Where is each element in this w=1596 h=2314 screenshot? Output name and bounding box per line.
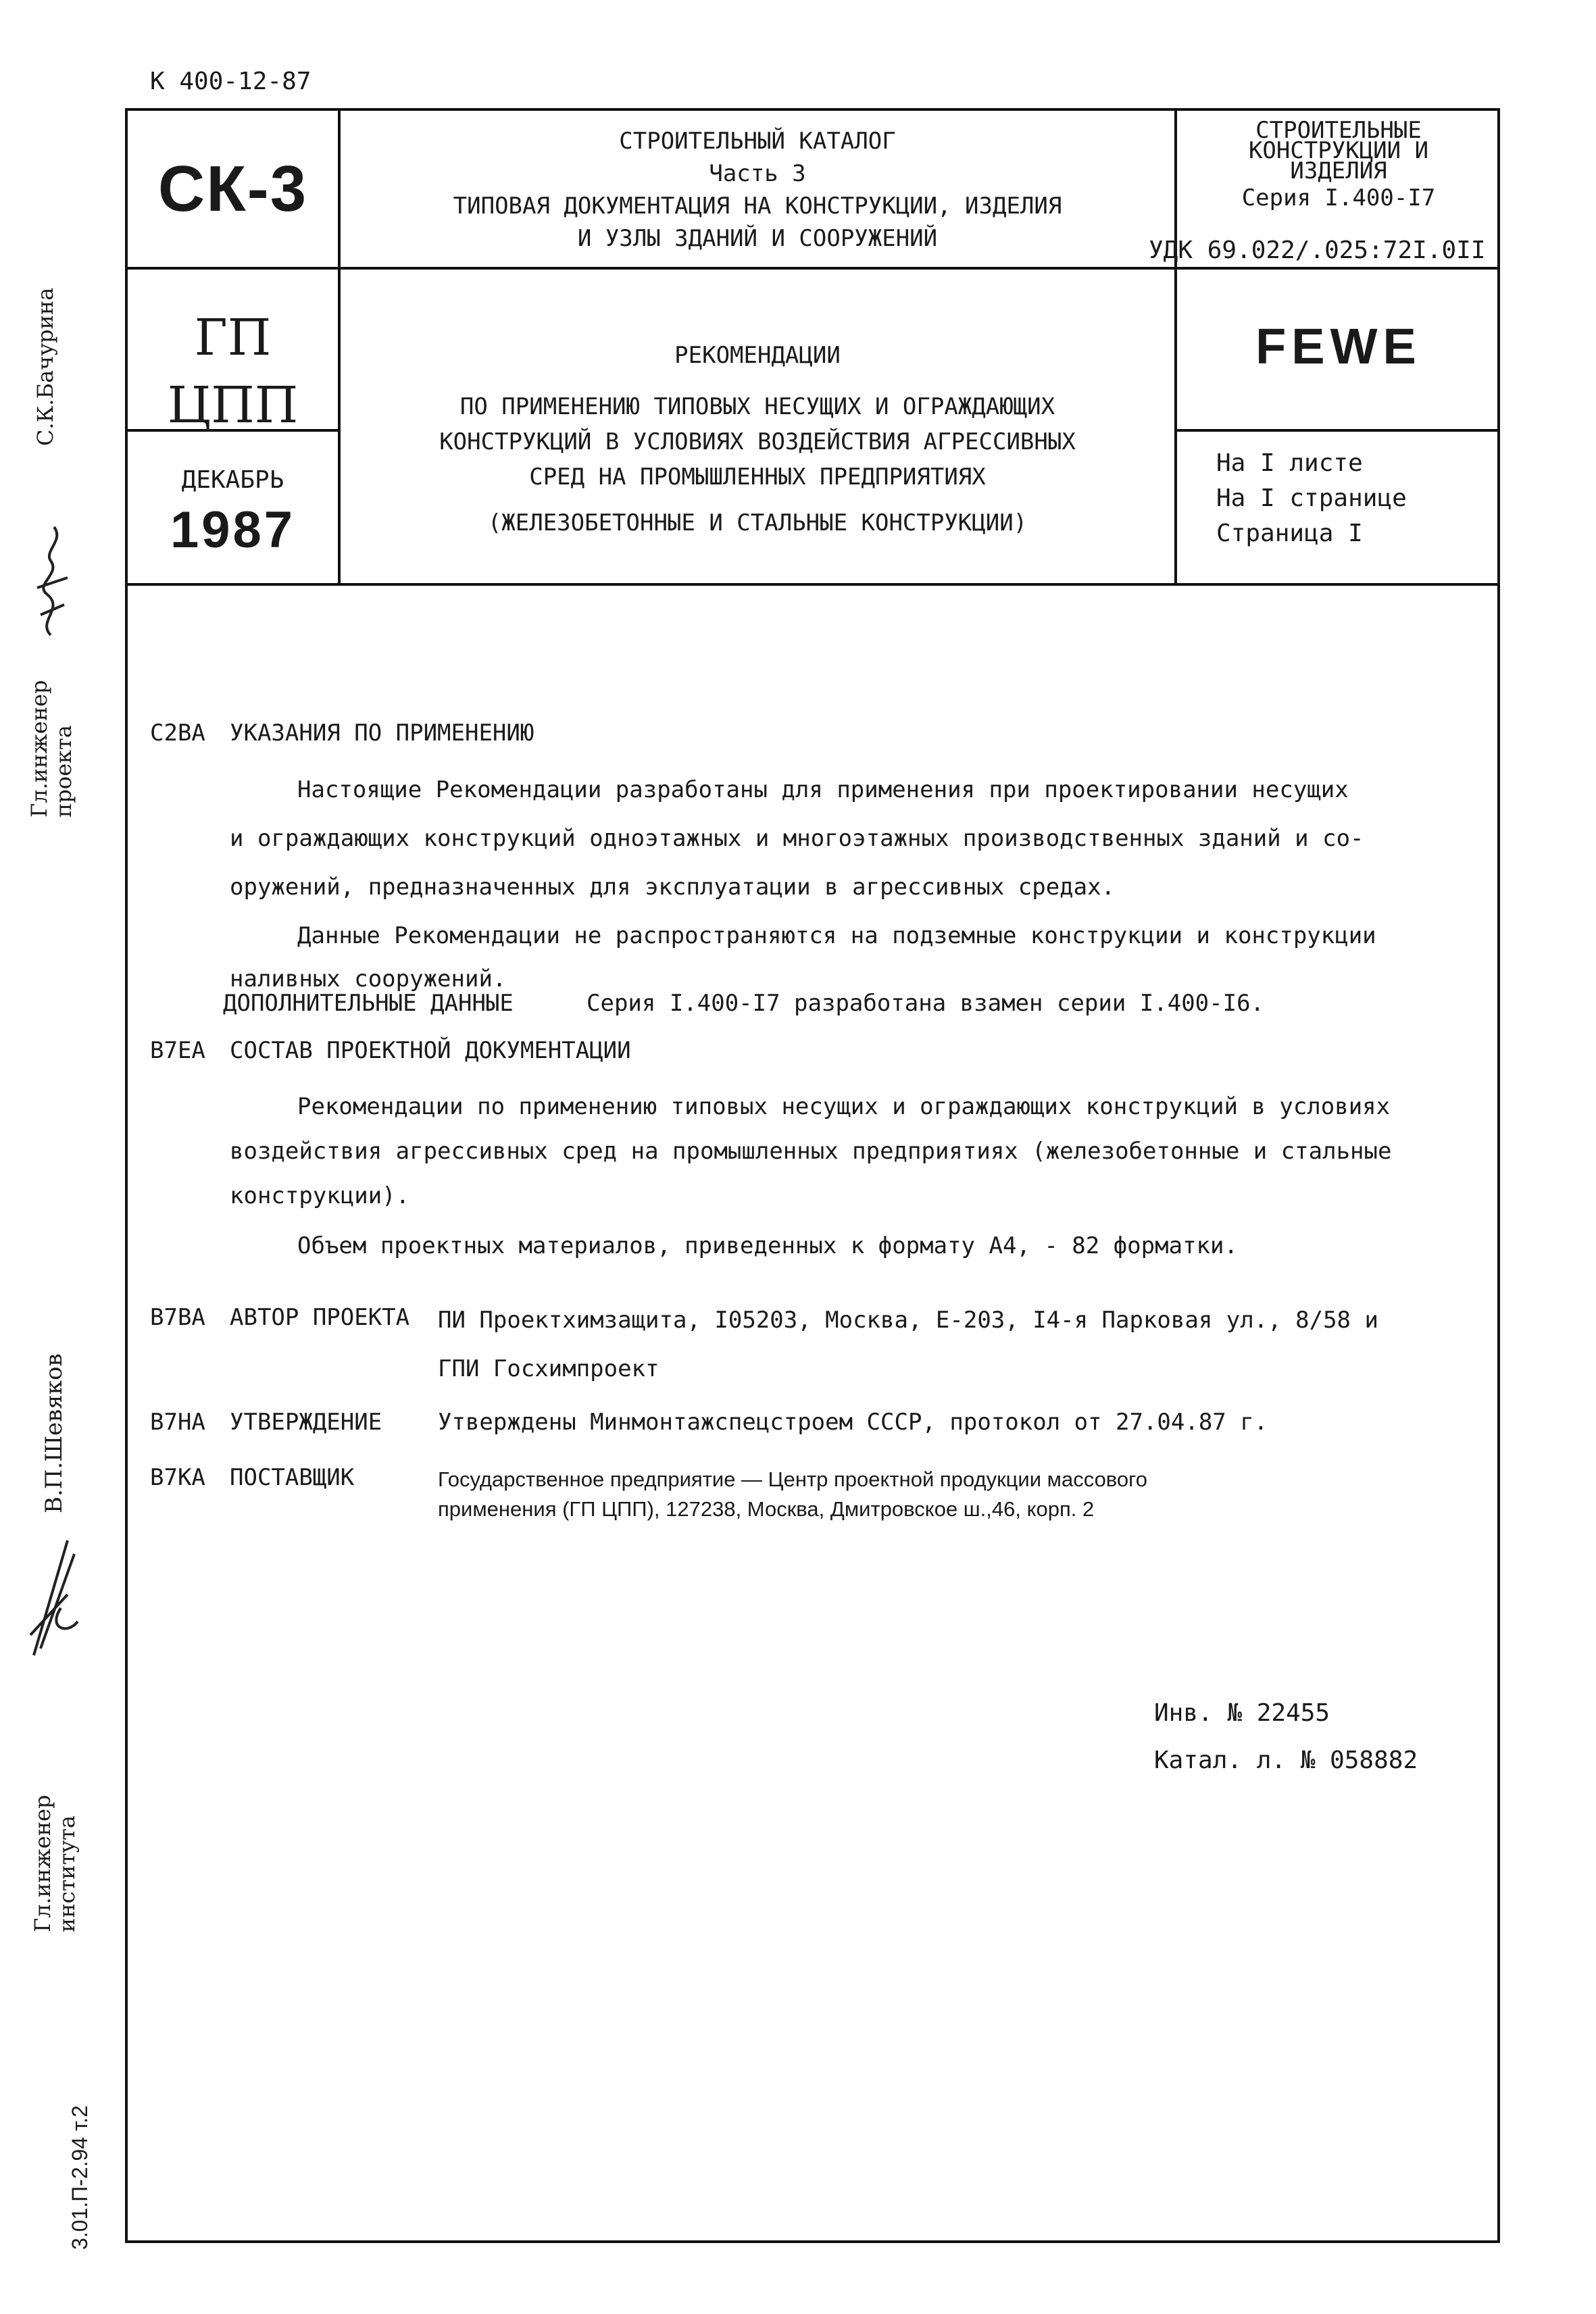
signer-role-2	[30, 1795, 79, 1932]
page-number: Страница I	[1216, 520, 1363, 547]
header-row-divider-2b	[1174, 429, 1500, 432]
signer-role-1	[27, 680, 76, 818]
org-line-1: ГП	[194, 309, 272, 367]
signer-role-1-line-1: Гл.инженер	[26, 680, 52, 818]
section-2-code: В7ЕА	[150, 1037, 205, 1064]
section-3-line-1: ПИ Проектхимзащита, I05203, Москва, Е-203, I4-я Парковая ул., 8/58 и	[438, 1307, 1378, 1334]
signer-role-1-line-2: проекта	[51, 725, 76, 818]
date-block	[128, 466, 338, 559]
section-2-title: СОСТАВ ПРОЕКТНОЙ ДОКУМЕНТАЦИИ	[230, 1037, 631, 1064]
date-year: 1987	[170, 501, 296, 559]
catalog-sheet-number: Катал. л. № 058882	[1154, 1746, 1418, 1774]
signature-2-mark	[20, 1527, 81, 1662]
section-1-line-3: оружений, предназначенных для эксплуатации в агрессивных средах.	[230, 874, 1116, 901]
date-month: ДЕКАБРЬ	[181, 466, 284, 494]
section-3-title: АВТОР ПРОЕКТА	[230, 1304, 410, 1331]
document-title	[341, 338, 1174, 540]
catalog-line-1: СТРОИТЕЛЬНЫЙ КАТАЛОГ	[619, 128, 896, 155]
section-3-text	[438, 1296, 1378, 1393]
series-number: Серия I.400-I7	[1241, 184, 1436, 211]
section-1-line-2: и ограждающих конструкций одноэтажных и многоэтажных производственных зданий и со-	[230, 825, 1364, 852]
section-1-text	[230, 765, 1460, 998]
title-line-4: СРЕД НА ПРОМЫШЛЕННЫХ ПРЕДПРИЯТИЯХ	[529, 463, 986, 491]
header-bottom-divider	[125, 583, 1500, 586]
title-line-1: РЕКОМЕНДАЦИИ	[674, 342, 841, 369]
category-header	[1177, 117, 1500, 211]
catalog-logo: СК-3	[157, 153, 308, 225]
org-line-2: ЦПП	[167, 376, 299, 434]
page-count: На I странице	[1216, 484, 1407, 512]
title-line-5: (ЖЕЛЕЗОБЕТОННЫЕ И СТАЛЬНЫЕ КОНСТРУКЦИИ)	[487, 509, 1028, 536]
section-1-line-1: Настоящие Рекомендации разработаны для применения при проектировании несущих	[297, 776, 1349, 803]
section-2-line-4: Объем проектных материалов, приведенных к формату А4, - 82 форматки.	[297, 1232, 1238, 1259]
section-2-line-2: воздействия агрессивных сред на промышленных предприятиях (железобетонные и стальные	[230, 1138, 1392, 1165]
section-3-line-2: ГПИ Госхимпроект	[438, 1355, 659, 1382]
section-5-line-2: применения (ГП ЦПП), 127238, Москва, Дмитровское ш.,46, корп. 2	[438, 1497, 1095, 1521]
organization-block	[128, 304, 338, 439]
signer-role-2-line-1: Гл.инженер	[30, 1794, 55, 1932]
section-5-title: ПОСТАВЩИК	[230, 1464, 355, 1491]
classification-code: FEWE	[1255, 318, 1422, 374]
section-5-code: В7КА	[150, 1464, 205, 1491]
category-line-2: КОНСТРУКЦИИ И	[1248, 137, 1429, 164]
title-line-2: ПО ПРИМЕНЕНИЮ ТИПОВЫХ НЕСУЩИХ И ОГРАЖДАЮЩИХ	[459, 393, 1055, 420]
section-4-code: В7НА	[150, 1409, 205, 1436]
signer-name-1: С.К.Бачурина	[32, 287, 58, 446]
document-code: К 400-12-87	[150, 68, 311, 95]
category-line-3: ИЗДЕЛИЯ	[1290, 157, 1387, 184]
section-4-text: Утверждены Минмонтажспецстроем СССР, протокол от 27.04.87 г.	[438, 1409, 1268, 1436]
catalog-header	[341, 125, 1174, 255]
section-3-code: В7ВА	[150, 1304, 205, 1331]
udk-code: УДК 69.022/.025:72I.0II	[1149, 236, 1486, 264]
reference-number: 3.01.П-2.94 т.2	[68, 2105, 92, 2250]
sheet-info	[1216, 446, 1407, 551]
additional-data-label: ДОПОЛНИТЕЛЬНЫЕ ДАННЫЕ	[223, 990, 514, 1017]
catalog-line-3: ТИПОВАЯ ДОКУМЕНТАЦИЯ НА КОНСТРУКЦИИ, ИЗДЕЛИЯ	[453, 193, 1062, 220]
signature-1-mark	[24, 520, 78, 642]
section-5-text	[438, 1465, 1147, 1524]
category-line-1: СТРОИТЕЛЬНЫЕ	[1255, 117, 1422, 144]
section-2-line-3: конструкции).	[230, 1182, 410, 1209]
signer-name-2: В.П.Шевяков	[41, 1353, 68, 1513]
header-row-divider-1	[125, 267, 1500, 270]
section-1-title: УКАЗАНИЯ ПО ПРИМЕНЕНИЮ	[230, 720, 534, 747]
catalog-line-4: И УЗЛЫ ЗДАНИЙ И СООРУЖЕНИЙ	[577, 225, 938, 252]
signer-role-2-line-2: института	[54, 1815, 80, 1932]
catalog-line-2: Часть 3	[709, 160, 806, 187]
section-2-line-1: Рекомендации по применению типовых несущих и ограждающих конструкций в условиях	[297, 1093, 1391, 1120]
section-1-code: С2ВА	[150, 720, 205, 747]
inventory-number: Инв. № 22455	[1154, 1699, 1330, 1727]
section-1-line-4: Данные Рекомендации не распространяются на подземные конструкции и конструкции	[297, 922, 1376, 949]
sheet-count: На I листе	[1216, 449, 1363, 477]
additional-data-text: Серия I.400-I7 разработана взамен серии I.400-I6.	[587, 990, 1265, 1017]
section-2-text	[230, 1084, 1460, 1268]
signature-1	[24, 520, 78, 645]
section-4-title: УТВЕРЖДЕНИЕ	[230, 1409, 382, 1436]
section-5-line-1: Государственное предприятие — Центр проектной продукции массового	[438, 1467, 1148, 1491]
title-line-3: КОНСТРУКЦИЙ В УСЛОВИЯХ ВОЗДЕЙСТВИЯ АГРЕССИВНЫХ	[439, 428, 1076, 455]
signature-2	[20, 1527, 81, 1665]
section-1-line-5: наливных сооружений.	[230, 965, 507, 992]
